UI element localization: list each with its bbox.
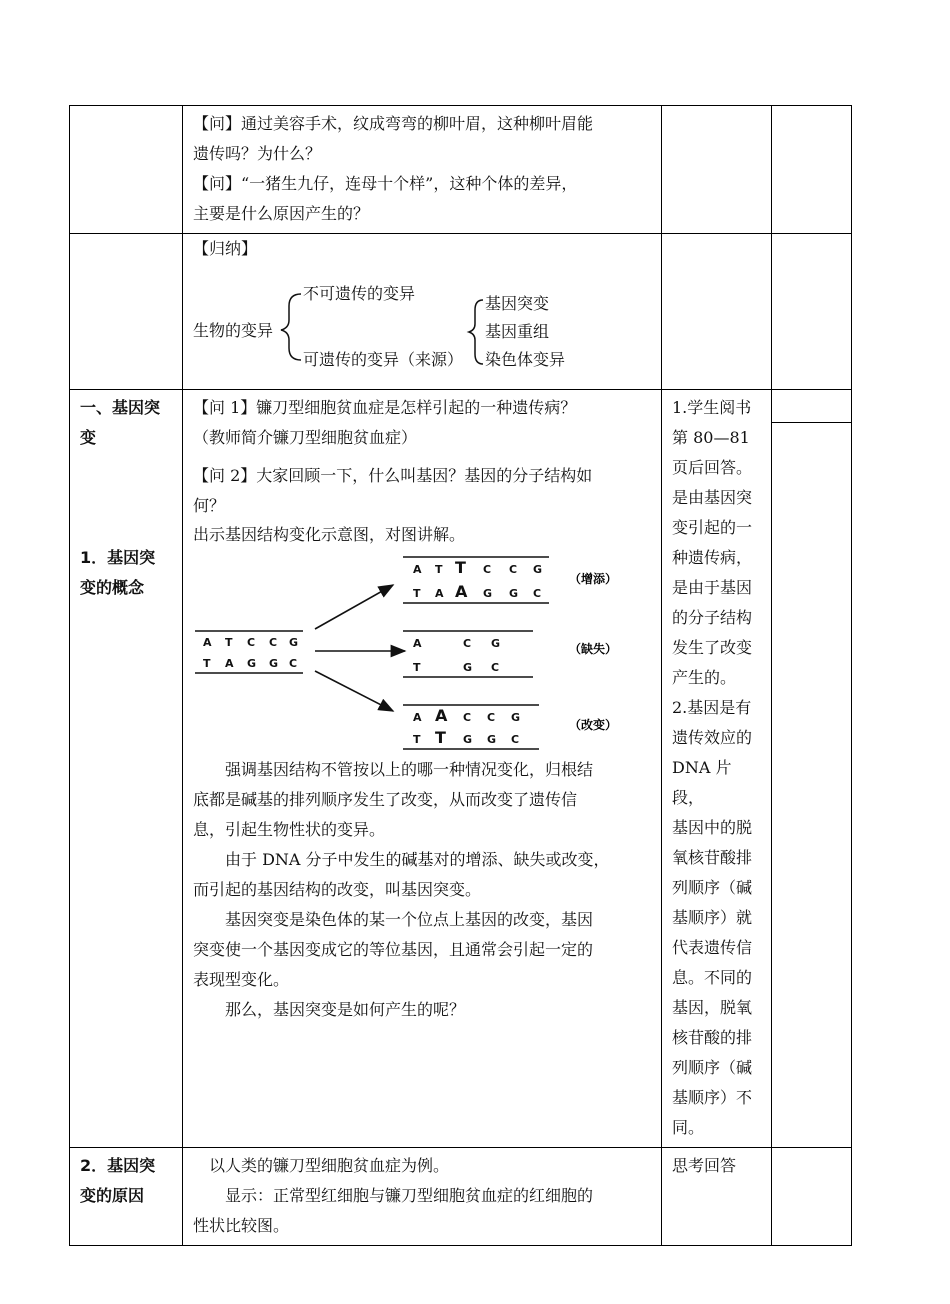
base-letter: G <box>487 733 497 746</box>
table-row <box>70 234 852 390</box>
paragraph-text: 息，引起生物性状的变异。 <box>193 820 386 839</box>
subsection-heading: 变的概念 <box>80 578 145 597</box>
base-letter: C <box>463 711 472 724</box>
student-answer <box>662 390 771 1147</box>
paragraph-text: 而引起的基因结构的改变，叫基因突变。 <box>193 880 482 899</box>
base-letter: G <box>463 661 473 674</box>
student-answer-line: DNA 片段， <box>672 758 732 807</box>
teacher-activity-cell <box>183 390 662 1148</box>
paragraph-text: 底都是碱基的排列顺序发生了改变，从而改变了遗传信 <box>193 790 578 809</box>
student-activity-cell <box>662 234 772 390</box>
student-activity-cell <box>662 106 772 234</box>
table-row <box>70 1148 852 1246</box>
base-letter: C <box>463 637 472 650</box>
notes-cell <box>772 1148 852 1246</box>
question-text: 【问】“一猪生九仔，连母十个样”，这种个体的差异， <box>193 174 578 193</box>
student-answer-line: 代表遗传信 <box>672 938 753 957</box>
base-letter: A <box>413 637 422 650</box>
base-letter: T <box>435 728 446 747</box>
variation-root: 生物的变异 <box>193 321 274 340</box>
base-letter: C <box>487 711 496 724</box>
base-letter: T <box>455 558 466 577</box>
notes-cell <box>772 106 852 234</box>
paragraph-text: 强调基因结构不管按以上的哪一种情况变化，归根结 <box>225 760 594 779</box>
student-answer-line: 基顺序）就 <box>672 908 753 927</box>
base-letter: G <box>509 587 519 600</box>
question-text: 主要是什么原因产生的？ <box>193 204 370 223</box>
subsection-heading: 2．基因突 <box>80 1156 156 1175</box>
base-letter: C <box>247 636 256 649</box>
paragraph-text: 基因突变是染色体的某一个位点上基因的改变，基因 <box>225 910 594 929</box>
question-text: 何？ <box>193 496 226 515</box>
substitution-label: （改变） <box>569 718 618 732</box>
student-answer-line: 遗传效应的 <box>672 728 753 747</box>
student-answer-line: 列顺序（碱 <box>672 878 753 897</box>
source-item: 基因突变 <box>485 294 550 313</box>
paragraph-text: 显示：正常型红细胞与镰刀型细胞贫血症的红细胞的 <box>225 1186 594 1205</box>
base-letter: T <box>413 661 421 674</box>
base-letter: A <box>203 636 212 649</box>
source-item: 基因重组 <box>485 322 550 341</box>
source-item: 染色体变异 <box>485 350 566 369</box>
student-answer-line: 发生了改变 <box>672 638 753 657</box>
table-row <box>70 390 852 1148</box>
base-letter: C <box>491 661 500 674</box>
topic-cell <box>70 1148 183 1246</box>
deletion-label: （缺失） <box>569 642 618 656</box>
paragraph-text: 以人类的镰刀型细胞贫血症为例。 <box>209 1156 450 1175</box>
base-letter: C <box>511 733 520 746</box>
subsection-heading: 1．基因突 <box>80 548 156 567</box>
paragraph-text: 突变使一个基因变成它的等位基因，且通常会引起一定的 <box>193 940 594 959</box>
addition-label: （增添） <box>569 572 618 586</box>
arrow-to-addition <box>315 585 393 629</box>
base-letter: T <box>435 563 443 576</box>
subsection-heading: 变的原因 <box>80 1186 145 1205</box>
student-answer-line: 核苷酸的排 <box>672 1028 753 1047</box>
base-letter: G <box>491 637 501 650</box>
base-letter: C <box>509 563 518 576</box>
section-heading: 变 <box>80 428 97 447</box>
base-letter: C <box>533 587 542 600</box>
student-answer-line: 基因，脱氧 <box>672 998 753 1017</box>
summary-heading: 【归纳】 <box>193 239 258 258</box>
paragraph-text: 性状比较图。 <box>193 1216 290 1235</box>
question-text: （教师简介镰刀型细胞贫血症） <box>193 428 418 447</box>
question-text: 【问】通过美容手术，纹成弯弯的柳叶眉，这种柳叶眉能 <box>193 114 594 133</box>
paragraph-text: 那么，基因突变是如何产生的呢？ <box>225 1000 466 1019</box>
student-answer-line: 是由基因突 <box>672 488 753 507</box>
student-answer: 思考回答 <box>672 1156 737 1175</box>
student-answer-line: 基因中的脱 <box>672 818 753 837</box>
student-answer-line: 种遗传病， <box>672 548 753 567</box>
student-answer-line: 的分子结构 <box>672 608 753 627</box>
base-letter: A <box>435 587 444 600</box>
base-letter: C <box>269 636 278 649</box>
base-letter: T <box>413 733 421 746</box>
student-answer-line: 是由于基因 <box>672 578 753 597</box>
student-answer-line: 产生的。 <box>672 668 737 687</box>
topic-cell <box>70 106 183 234</box>
student-answer-line: 第 80—81 <box>672 428 750 447</box>
base-letter: G <box>247 657 257 670</box>
lesson-plan-table <box>69 105 852 1246</box>
base-letter: G <box>269 657 279 670</box>
student-answer-line: 氧核苷酸排 <box>672 848 753 867</box>
student-answer-line: 同。 <box>672 1118 705 1137</box>
paragraph-text: 表现型变化。 <box>193 970 290 989</box>
topic-cell <box>70 234 183 390</box>
question-text: 【问 1】镰刀型细胞贫血症是怎样引起的一种遗传病？ <box>193 398 577 417</box>
notes-subcell <box>772 390 851 423</box>
topic-cell <box>70 390 183 1148</box>
student-answer-line: 2.基因是有 <box>672 698 752 717</box>
teacher-activity-cell <box>183 234 662 390</box>
base-letter: G <box>511 711 521 724</box>
base-letter: C <box>483 563 492 576</box>
base-letter: T <box>203 657 211 670</box>
heritable-variation: 可遗传的变异（来源） <box>303 350 464 369</box>
base-letter: G <box>533 563 543 576</box>
non-heritable-variation: 不可遗传的变异 <box>303 284 416 303</box>
student-answer-line: 页后回答。 <box>672 458 753 477</box>
student-answer-line: 1.学生阅书 <box>672 398 752 417</box>
base-letter: A <box>413 563 422 576</box>
variation-classification-diagram <box>193 264 651 372</box>
base-letter: G <box>463 733 473 746</box>
gene-mutation-figure <box>193 553 633 753</box>
student-activity-cell <box>662 390 772 1148</box>
base-letter: A <box>225 657 234 670</box>
base-letter: G <box>483 587 493 600</box>
question-text: 【问 2】大家回顾一下，什么叫基因？基因的分子结构如 <box>193 466 593 485</box>
instruction-text: 出示基因结构变化示意图，对图讲解。 <box>193 525 466 544</box>
student-activity-cell <box>662 1148 772 1246</box>
arrow-to-substitution <box>315 671 393 711</box>
student-answer-line: 基顺序）不 <box>672 1088 753 1107</box>
notes-cell <box>772 234 852 390</box>
base-letter: G <box>289 636 299 649</box>
base-letter: T <box>413 587 421 600</box>
base-letter: A <box>413 711 422 724</box>
section-heading: 一、基因突 <box>80 398 161 417</box>
student-answer-line: 变引起的一 <box>672 518 753 537</box>
student-answer-line: 息。不同的 <box>672 968 753 987</box>
base-letter: A <box>455 582 468 601</box>
teacher-activity-cell <box>183 106 662 234</box>
notes-cell <box>772 390 852 1148</box>
teacher-activity-cell <box>183 1148 662 1246</box>
student-answer-line: 列顺序（碱 <box>672 1058 753 1077</box>
gene-mutation-diagram <box>193 553 633 753</box>
base-letter: C <box>289 657 298 670</box>
question-text: 遗传吗？为什么？ <box>193 144 322 163</box>
base-letter: A <box>435 706 448 725</box>
paragraph-text: 由于 DNA 分子中发生的碱基对的增添、缺失或改变， <box>225 850 610 869</box>
table-row <box>70 106 852 234</box>
base-letter: T <box>225 636 233 649</box>
